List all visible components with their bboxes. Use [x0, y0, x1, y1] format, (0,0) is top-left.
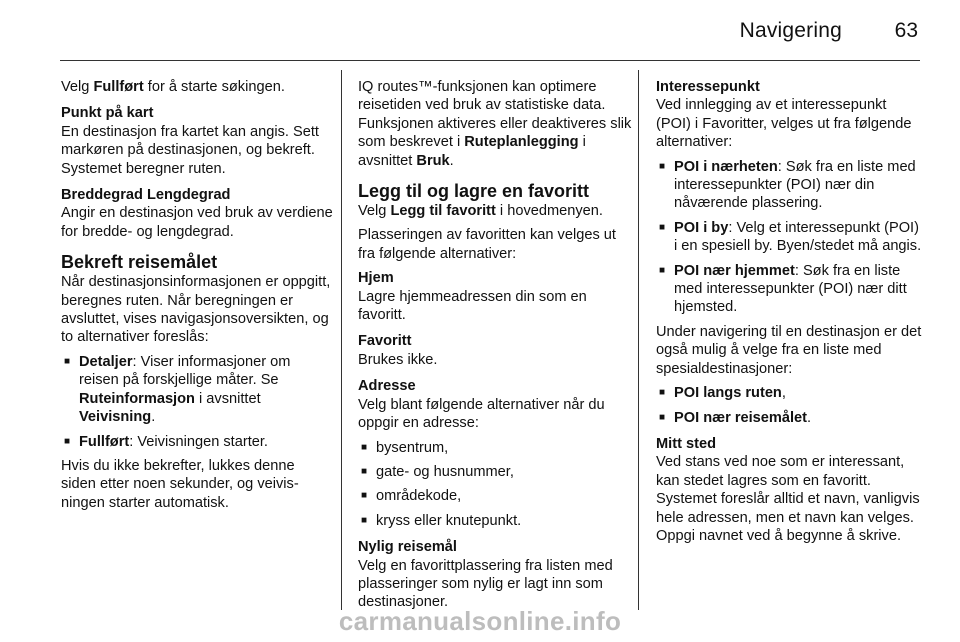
page-title: Navigering: [739, 19, 842, 42]
section-text-mitt-sted: Ved stans ved noe som er interessant, kan stedet lagres som en favoritt. Systemet foreslår alltid et navn, vanligvis hele adressen, men et navn kan velges. Oppgi navnet ved å begynne å skrive.: [656, 454, 920, 544]
column-2: [358, 78, 636, 612]
section-title-interesse: Interessepunkt: [656, 79, 760, 95]
section-text-interesse: Ved innlegging av et interessepunkt (POI) i Favoritter, velges ut fra følgende alternativer:: [656, 97, 912, 151]
page-number: 63: [894, 19, 918, 42]
page-header: [0, 0, 960, 62]
column-divider-2: [638, 70, 639, 610]
bullet-adresse-4: ■ kryss eller knutepunkt.: [358, 512, 636, 530]
bullet-poi-hjemmet: ■ POI nær hjemmet: Søk fra en liste med interessepunkter (POI) nær ditt hjemsted.: [656, 262, 924, 317]
bullet-poi-by: ■ POI i by: Velg et interessepunkt (POI) i en spesiell by. Byen/stedet må angis.: [656, 219, 924, 256]
section-text-bekreft: Når destinasjonsinformasjonen er oppgitt, beregnes ruten. Når beregningen er avsluttet, vises navigasjonsoversikten, og to alternativer foreslås:: [61, 274, 331, 346]
bullet-detaljer: ■ Detaljer: Viser informasjoner om reisen på forskjellige måter. Se Ruteinformasjon i avsnittet Veivisning.: [61, 353, 333, 427]
favoritt-intro: Velg Legg til favoritt i hovedmenyen.: [358, 203, 603, 220]
section-title-nylig: Nylig reisemål: [358, 539, 457, 556]
iq-routes-paragraph: IQ routes™-funksjonen kan optimere reisetiden ved bruk av statistiske data. Funksjonen aktiveres eller deaktiveres slik som beskrevet i Ruteplanlegging i avsnittet Bruk.: [358, 79, 632, 169]
section-text-hjem: Lagre hjemmeadressen din som en favoritt.: [358, 288, 587, 324]
section-title-favoritt: Favoritt: [358, 333, 412, 350]
heading-favoritt: Legg til og lagre en favoritt: [358, 181, 590, 202]
under-navigering-text: Under navigering til en destinasjon er det også mulig å velge fra en liste med spesialdestinasjoner:: [656, 323, 922, 377]
bullet-adresse-1: ■ bysentrum,: [358, 439, 636, 457]
bullet-adresse-3: ■ områdekode,: [358, 487, 636, 505]
section-text-bredde: Angir en destinasjon ved bruk av verdiene for bredde- og lengdegrad.: [61, 205, 333, 240]
section-text-adresse: Velg blant følgende alternativer når du oppgir en adresse:: [358, 396, 605, 432]
watermark: carmanualsonline.info: [338, 606, 622, 636]
section-title-mitt-sted: Mitt sted: [656, 435, 716, 452]
section-text-punkt: En destinasjon fra kartet kan angis. Sett markøren på destinasjonen, og bekreft. Systemet beregner ruten.: [61, 123, 319, 177]
header-rule: [60, 60, 920, 61]
section-text-favoritt: Brukes ikke.: [358, 351, 438, 368]
bullet-poi-langs-ruten: ■ POI langs ruten,: [656, 384, 924, 402]
section-text-nylig: Velg en favorittplassering fra listen med plasseringer som nylig er lagt inn som destinasjoner.: [358, 557, 613, 611]
section-title-hjem: Hjem: [358, 270, 394, 287]
bullet-poi-reisemalet: ■ POI nær reisemålet.: [656, 409, 924, 427]
intro-paragraph: Velg Fullført for å starte søkingen.: [61, 79, 285, 95]
section-title-bredde: Breddegrad Lengdegrad: [61, 187, 231, 204]
bullet-adresse-2: ■ gate- og husnummer,: [358, 463, 636, 481]
column-3: [656, 78, 924, 545]
section-title-adresse: Adresse: [358, 378, 416, 395]
section-title-punkt: Punkt på kart: [61, 105, 154, 122]
heading-bekreft: Bekreft reisemålet: [61, 252, 218, 273]
bullet-poi-naerheten: ■ POI i nærheten: Søk fra en liste med interessepunkter (POI) nær din nåværende plassering.: [656, 158, 924, 213]
column-divider-1: [341, 70, 342, 610]
column-1: [61, 78, 333, 512]
favoritt-options-text: Plasseringen av favoritten kan velges ut fra følgende alternativer:: [358, 227, 616, 262]
outro-paragraph: Hvis du ikke bekrefter, lukkes denne siden etter noen sekunder, og veivisningen starter automatisk.: [61, 457, 299, 511]
bullet-fullfort: ■ Fullført: Veivisningen starter.: [61, 433, 333, 451]
